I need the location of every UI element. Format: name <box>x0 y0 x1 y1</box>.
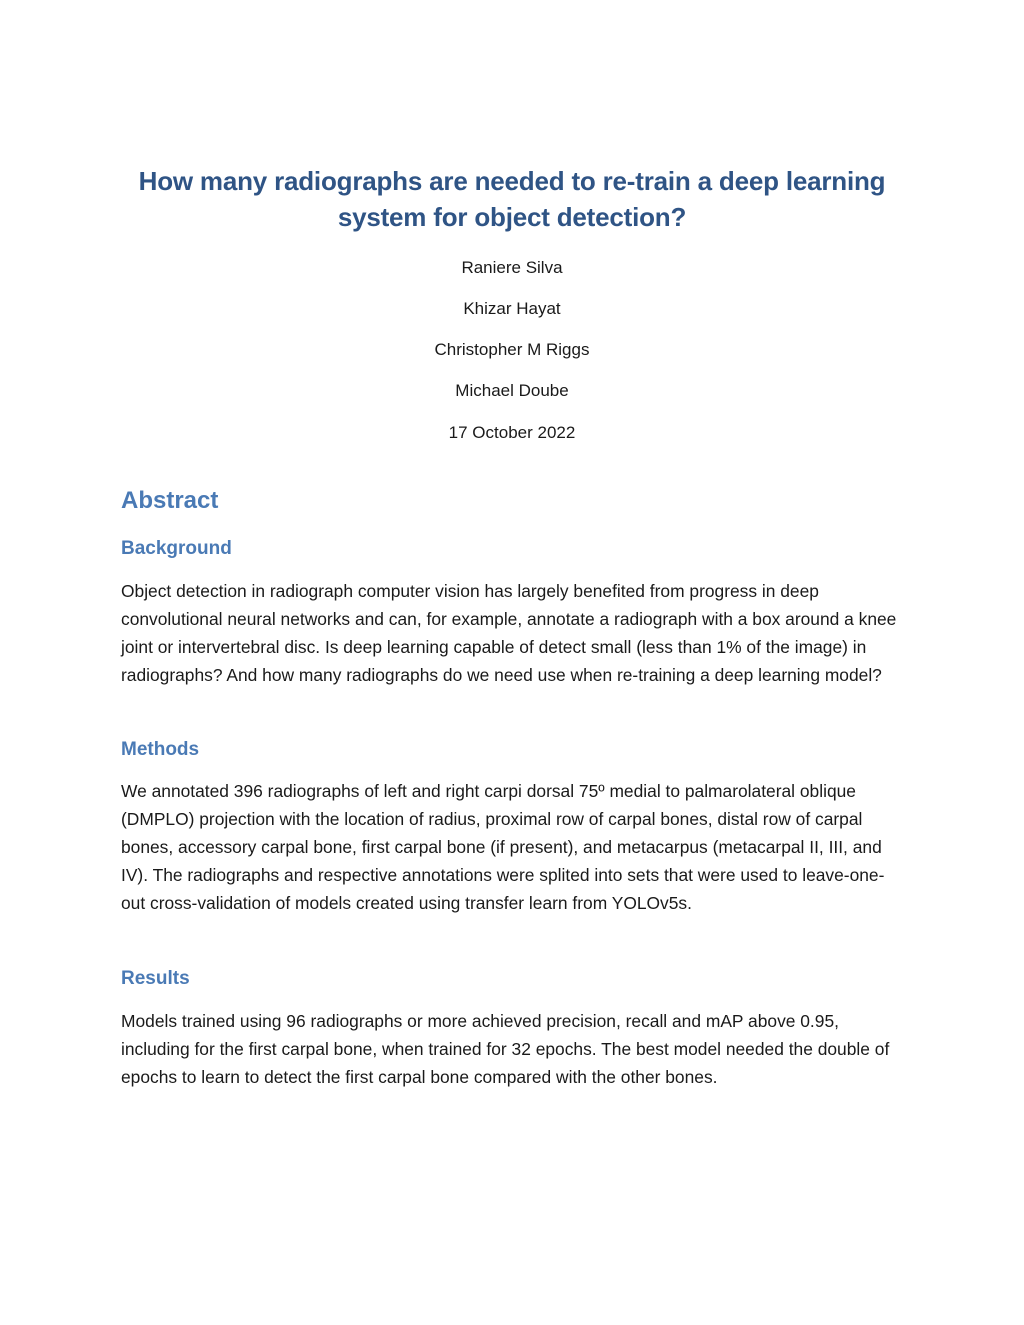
abstract-heading: Abstract <box>121 487 219 514</box>
background-paragraph: Object detection in radiograph computer vision has largely benefited from progress in deep convolutional neural networks and can, for example, annotate a radiograph with a box around a knee joint or intervertebral disc. Is deep learning capable of detect small (less than 1% of the image) in radiographs? And how many radiographs do we need use when re-training a deep learning model? <box>121 581 897 685</box>
methods-paragraph: We annotated 396 radiographs of left and right carpi dorsal 75º medial to palmarolateral oblique (DMPLO) projection with the location of radius, proximal row of carpal bones, distal row of carpal bones, accessory carpal bone, first carpal bone (if present), and metacarpus (metacarpal II, III, and IV). The radiographs and respective annotations were splited into sets that were used to leave-one-out cross-validation of models created using transfer learn from YOLOv5s. <box>121 781 885 913</box>
author-name: Michael Doube <box>455 381 569 400</box>
background-heading: Background <box>121 538 232 559</box>
author-name: Raniere Silva <box>461 258 563 277</box>
methods-heading: Methods <box>121 739 200 760</box>
results-paragraph: Models trained using 96 radiographs or more achieved precision, recall and mAP above 0.95, including for the first carpal bone, when trained for 32 epochs. The best model needed the double of epochs to learn to detect the first carpal bone compared with the other bones. <box>121 1011 890 1087</box>
author-name: Christopher M Riggs <box>434 340 590 359</box>
paper-title: How many radiographs are needed to re-train a deep learning system for object detection? <box>138 166 886 232</box>
author-name: Khizar Hayat <box>463 299 561 318</box>
publication-date: 17 October 2022 <box>448 423 576 442</box>
results-heading: Results <box>121 968 190 989</box>
